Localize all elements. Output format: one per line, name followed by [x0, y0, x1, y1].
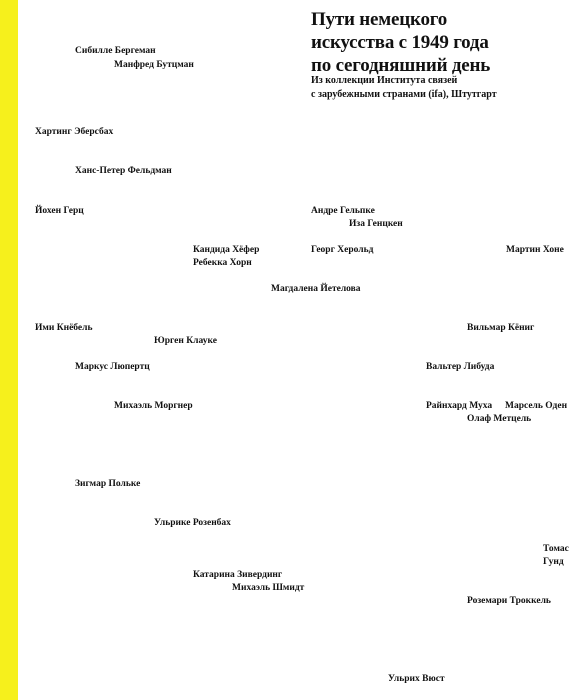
artist-name: Вальтер Либуда [426, 362, 495, 372]
title-line: по сегодняшний день [311, 55, 491, 76]
artist-name: Райнхард Муха [426, 401, 493, 411]
subtitle-line: с зарубежными странами (ifa), Штутгарт [311, 89, 497, 100]
artist-name: Маркус Люпертц [75, 362, 150, 372]
artist-name: Зигмар Польке [75, 479, 141, 489]
artist-name: Ими Кнёбель [35, 323, 93, 333]
artist-name: Магдалена Йетелова [271, 284, 361, 294]
artist-name: Катарина Зивердинг [193, 570, 283, 580]
artist-name: Гунд [543, 557, 564, 567]
artist-name: Ребекка Хорн [193, 258, 252, 268]
artist-name: Вильмар Кёниг [467, 323, 535, 333]
artist-name: Ульрих Вюст [388, 674, 445, 684]
artist-name: Хартинг Эберсбах [35, 127, 114, 137]
artist-name: Михаэль Шмидт [232, 583, 305, 593]
artist-name: Ханс-Петер Фельдман [75, 166, 172, 176]
title-line: искусства с 1949 года [311, 32, 489, 53]
artist-name: Георг Херольд [311, 245, 374, 255]
artist-name: Иза Генцкен [349, 219, 403, 229]
artist-name: Манфред Бутцман [114, 60, 194, 70]
artist-name: Томас [543, 544, 569, 554]
artist-name: Йохен Герц [35, 206, 84, 216]
title-line: Пути немецкого [311, 9, 448, 30]
subtitle-line: Из коллекции Института связей [311, 75, 458, 86]
artist-name: Роземари Троккель [467, 596, 551, 606]
artist-name: Олаф Метцель [467, 414, 532, 424]
artist-name: Андре Гельпке [311, 206, 375, 216]
artist-name: Марсель Оден [505, 401, 568, 411]
artist-name: Мартин Хоне [506, 245, 564, 255]
artist-name: Сибилле Бергеман [75, 46, 156, 56]
artist-name: Михаэль Моргнер [114, 401, 193, 411]
artist-name: Кандида Хёфер [193, 245, 260, 255]
artist-name: Юрген Клауке [154, 336, 217, 346]
artist-name: Ульрике Розенбах [154, 518, 231, 528]
